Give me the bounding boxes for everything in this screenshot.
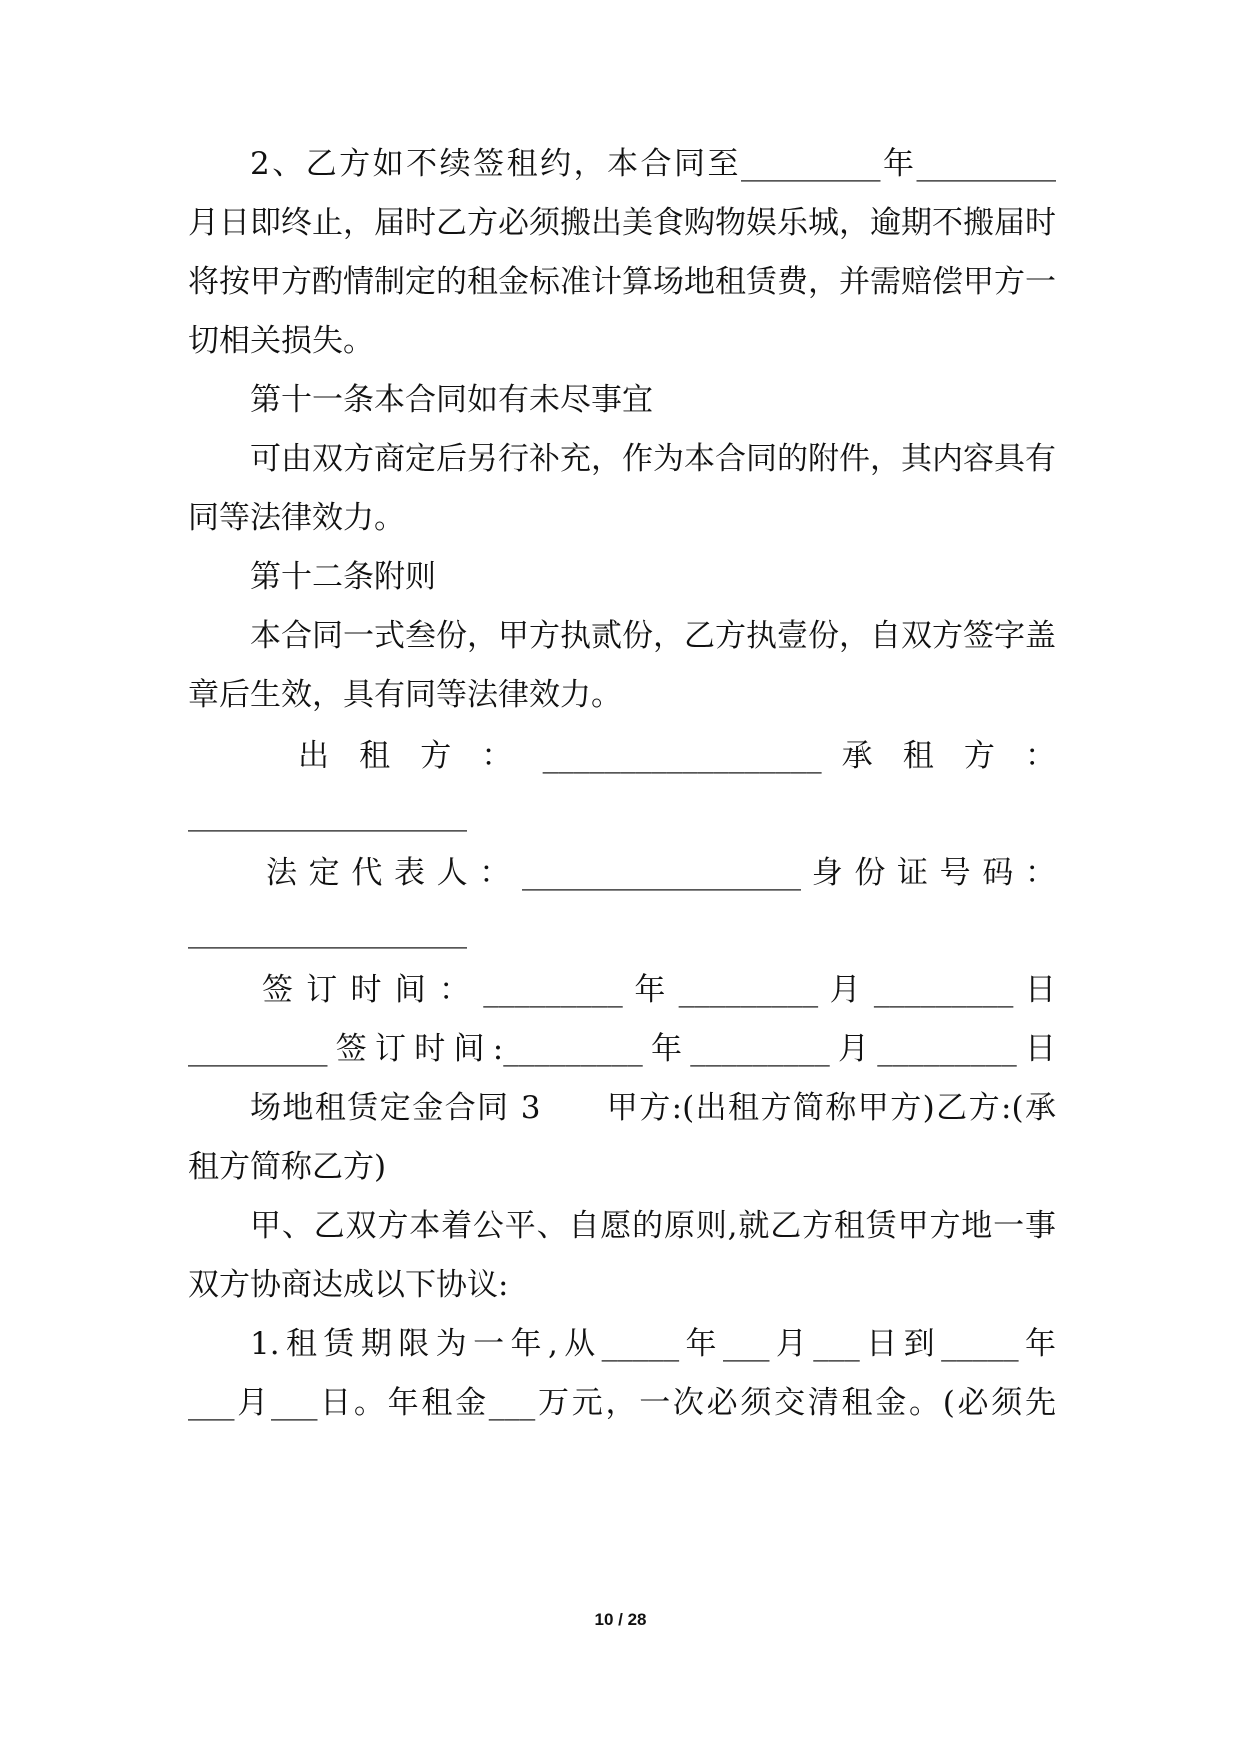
paragraph-line: 切相关损失。 [188,323,374,359]
paragraph-line: 将按甲方酌情制定的租金标准计算场地租赁费，并需赔偿甲方一 [188,264,1056,300]
paragraph-line: ___月___日。年租金___万元，一次必须交清租金。(必须先 [188,1385,1056,1421]
contract-title-line: 场地租赁定金合同 3 甲方:(出租方简称甲方)乙方:(承 [250,1090,1056,1126]
page-number: 10 / 28 [594,1610,647,1629]
signature-line-parties: 出 租 方 ： __________________ 承 租 方 ： [298,738,1056,774]
signature-line-representative: 法 定 代 表 人 ： __________________ 身 份 证 号 码 ： [266,855,1056,891]
paragraph-line: 1.租赁期限为一年,从_____年___月___日到_____年 [250,1326,1056,1362]
paragraph-line: 可由双方商定后另行补充，作为本合同的附件，其内容具有 [250,441,1056,477]
paragraph-line: 2、乙方如不续签租约，本合同至_________年_________ [250,146,1056,182]
article-heading: 第十一条本合同如有未尽事宜 [250,382,653,418]
signing-date-line: 签 订 时 间 ： _________ 年 _________ 月 _________ 日 [262,972,1056,1008]
paragraph-line: 双方协商达成以下协议: [188,1267,509,1303]
paragraph-line: 甲、乙双方本着公平、自愿的原则,就乙方租赁甲方地一事 [250,1208,1056,1244]
paragraph-line: 租方简称乙方) [188,1149,387,1185]
paragraph-line: 同等法律效力。 [188,500,405,536]
signing-date-line: _________签订时间:_________年_________月_________日 [188,1031,1056,1067]
article-heading: 第十二条附则 [250,559,436,595]
paragraph-line: 章后生效，具有同等法律效力。 [188,677,622,713]
signature-blank: __________________ [188,913,467,949]
paragraph-line: 本合同一式叁份，甲方执贰份，乙方执壹份，自双方签字盖 [250,618,1056,654]
paragraph-line: 月日即终止，届时乙方必须搬出美食购物娱乐城，逾期不搬届时 [188,205,1056,241]
signature-blank: __________________ [188,796,467,832]
